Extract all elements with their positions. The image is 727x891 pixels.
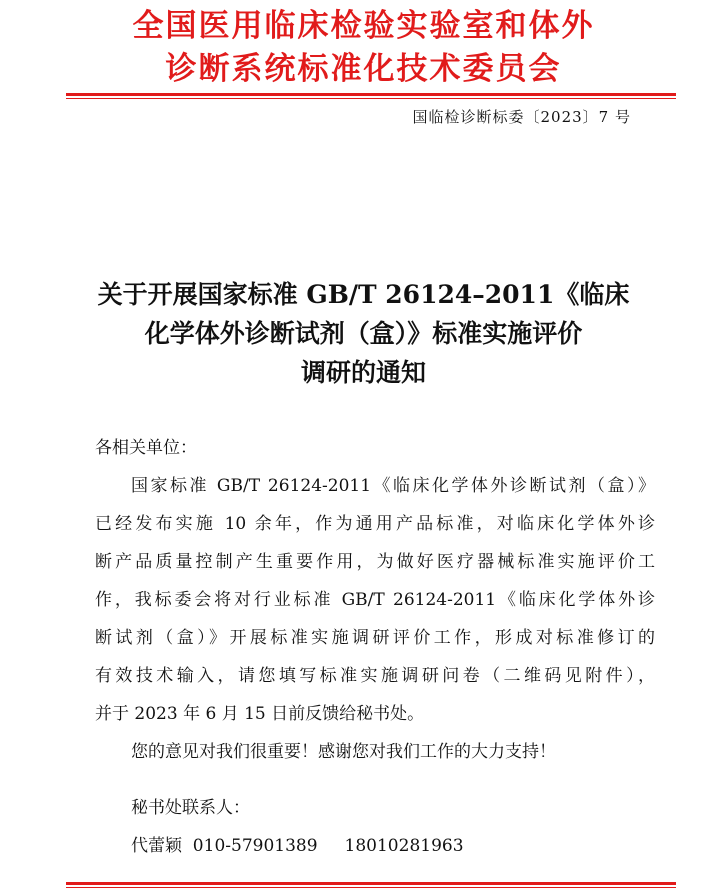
document-number: 国临检诊断标委〔2023〕7 号 — [412, 108, 631, 126]
header-divider-thin — [66, 98, 676, 99]
footer-divider-thin — [66, 887, 676, 888]
paragraph-line: 作，我标委会将对行业标准 GB/T 26124-2011《临床化学体外诊 — [95, 590, 655, 610]
salutation: 各相关单位： — [95, 438, 197, 458]
paragraph-line: 已经发布实施 10 余年，作为通用产品标准，对临床化学体外诊 — [95, 514, 655, 534]
thanks-paragraph: 您的意见对我们很重要！感谢您对我们工作的大力支持！ — [131, 742, 556, 762]
paragraph-line: 断试剂（盒）》开展标准实施调研评价工作，形成对标准修订的 — [95, 628, 655, 648]
document-title-line-3: 调研的通知 — [300, 358, 426, 387]
footer-divider-thick — [66, 882, 676, 885]
header-divider-thick — [66, 93, 676, 96]
paragraph-line: 有效技术输入，请您填写标准实施调研问卷（二维码见附件）， — [95, 666, 655, 686]
contact-info: 代蕾颖 010-57901389 18010281963 — [131, 836, 464, 856]
paragraph-line: 断产品质量控制产生重要作用，为做好医疗器械标准实施评价工 — [95, 552, 655, 572]
document-title-line-2: 化学体外诊断试剂（盒）》标准实施评价 — [144, 319, 583, 348]
document-title-line-1: 关于开展国家标准 GB/T 26124–2011《临床 — [97, 280, 630, 309]
contact-label: 秘书处联系人： — [131, 798, 250, 818]
issuing-org-line-1: 全国医用临床检验实验室和体外 — [132, 8, 595, 44]
paragraph-line: 国家标准 GB/T 26124-2011《临床化学体外诊断试剂（盒）》 — [131, 476, 655, 496]
paragraph-line: 并于 2023 年 6 月 15 日前反馈给秘书处。 — [95, 704, 425, 724]
issuing-org-line-2: 诊断系统标准化技术委员会 — [165, 51, 562, 87]
